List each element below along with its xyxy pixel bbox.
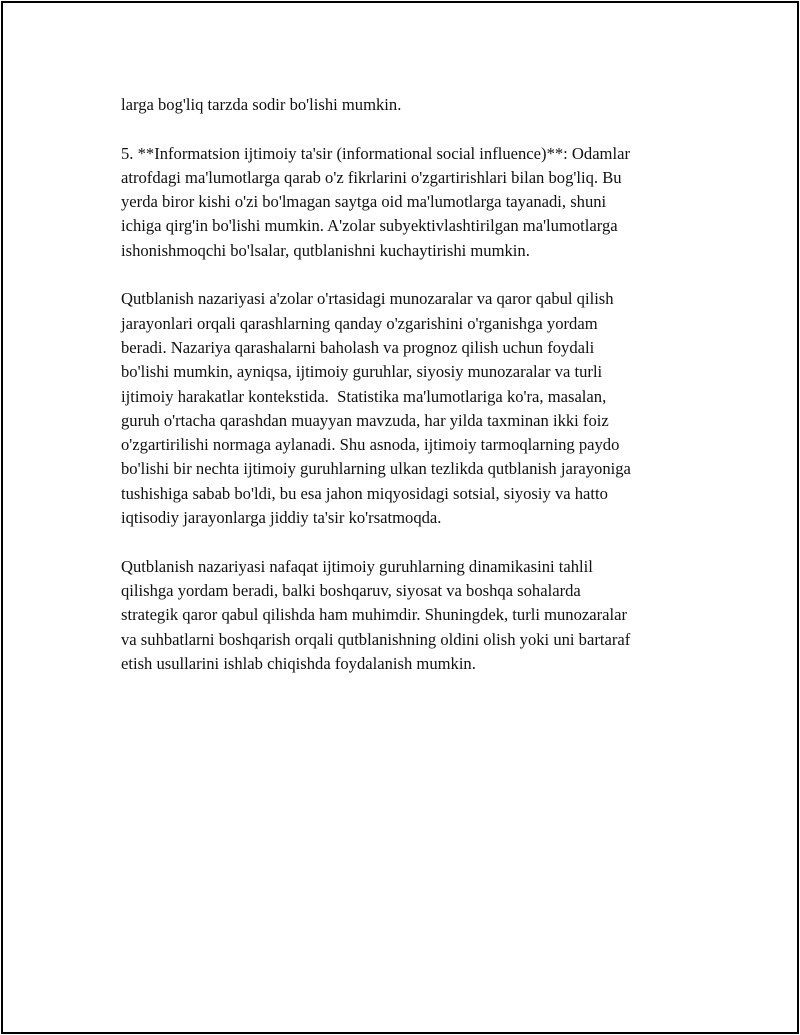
text-line: guruh o'rtacha qarashdan muayyan mavzuda, har yilda taxminan ikki foiz — [121, 410, 609, 430]
text-line: ijtimoiy harakatlar kontekstida. Statistika ma'lumotlariga ko'ra, masalan, — [121, 386, 607, 406]
text-line: strategik qaror qabul qilishda ham muhimdir. Shuningdek, turli munozaralar — [121, 605, 628, 625]
paragraph-continuation — [121, 93, 701, 117]
text-line: etish usullarini ishlab chiqishda foydalanish mumkin. — [121, 653, 476, 673]
text-line: Qutblanish nazariyasi nafaqat ijtimoiy guruhlarning dinamikasini tahlil — [121, 556, 593, 576]
text-line: beradi. Nazariya qarashalarni baholash va prognoz qilish uchun foydali — [121, 337, 595, 357]
text-line: jarayonlari orqali qarashlarning qanday o'zgarishini o'rganishga yordam — [121, 313, 598, 333]
text-line: o'zgartirilishi normaga aylanadi. Shu asnoda, ijtimoiy tarmoqlarning paydo — [121, 435, 620, 455]
text-line: iqtisodiy jarayonlarga jiddiy ta'sir ko'rsatmoqda. — [121, 508, 442, 528]
text-line: atrofdagi ma'lumotlarga qarab o'z fikrlarini o'zgartirishlari bilan bog'liq. Bu — [121, 167, 622, 187]
text-line: larga bog'liq tarzda sodir bo'lishi mumkin. — [121, 95, 402, 114]
paragraph-conclusion — [121, 555, 701, 676]
text-line: bo'lishi bir nechta ijtimoiy guruhlarning ulkan tezlikda qutblanish jarayoniga — [121, 459, 631, 479]
text-line: ishonishmoqchi bo'lsalar, qutblanishni kuchaytirishi mumkin. — [121, 240, 530, 260]
text-line: qilishga yordam beradi, balki boshqaruv, siyosat va boshqa sohalarda — [121, 580, 581, 600]
text-line: tushishiga sabab bo'ldi, bu esa jahon miqyosidagi sotsial, siyosiy va hatto — [121, 483, 608, 503]
document-body — [121, 93, 701, 700]
text-line: va suhbatlarni boshqarish orqali qutblanishning oldini olish yoki uni bartaraf — [121, 629, 631, 649]
text-line: Qutblanish nazariyasi a'zolar o'rtasidagi munozaralar va qaror qabul qilish — [121, 289, 614, 309]
text-line: 5. **Informatsion ijtimoiy ta'sir (informational social influence)**: Odamlar — [121, 143, 630, 163]
text-line: yerda biror kishi o'zi bo'lmagan saytga oid ma'lumotlarga tayanadi, shuni — [121, 192, 607, 212]
text-line: bo'lishi mumkin, ayniqsa, ijtimoiy guruhlar, siyosiy munozaralar va turli — [121, 362, 603, 382]
paragraph-polarization-theory — [121, 287, 701, 530]
text-line: ichiga qirg'in bo'lishi mumkin. A'zolar subyektivlashtirilgan ma'lumotlarga — [121, 216, 618, 236]
paragraph-informational-influence — [121, 142, 701, 263]
page-frame — [1, 1, 799, 1034]
